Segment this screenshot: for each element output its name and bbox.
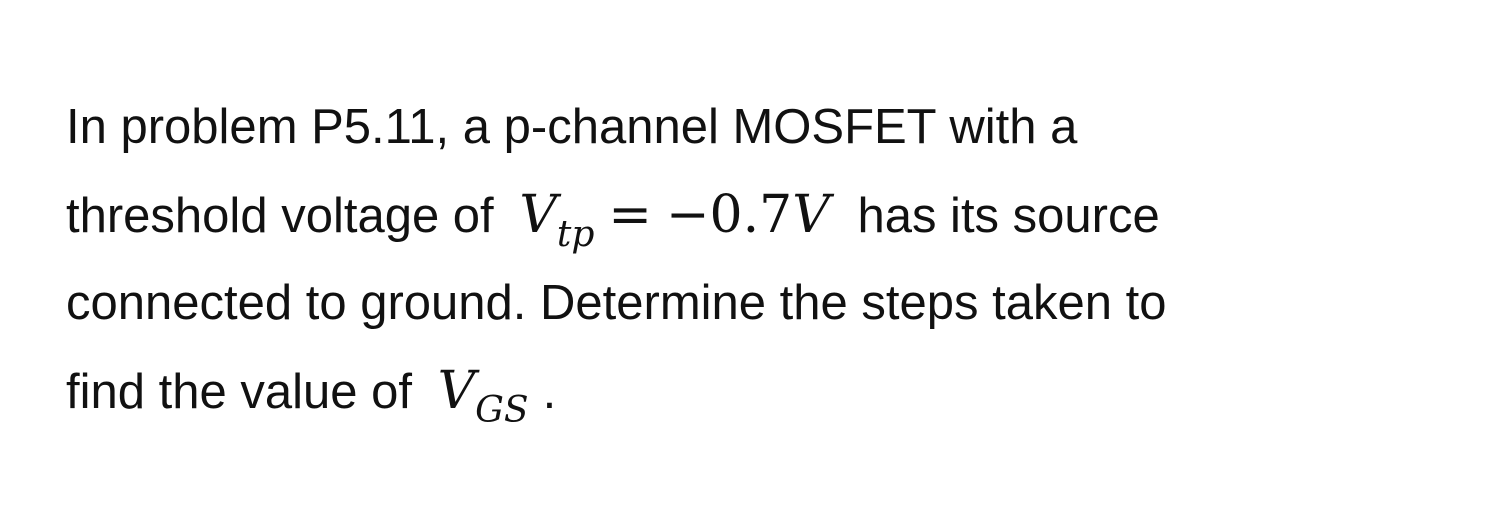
problem-text-2b: has its source [857,189,1160,243]
problem-line-2 [66,171,1446,259]
vtp-subscript: tp [556,214,595,255]
vgs-symbol: V [437,361,476,421]
problem-text-2a: threshold voltage of [66,189,494,243]
problem-text-4a: find the value of [66,365,412,419]
vtp-symbol: V [519,185,557,245]
threshold-value: −0.7 [665,185,793,245]
threshold-unit: V [792,185,830,245]
problem-line-4 [66,347,1446,435]
equals-sign: = [608,185,652,245]
vgs-subscript: GS [475,390,529,431]
problem-statement [66,83,1446,435]
threshold-voltage-equation [519,185,830,255]
problem-line-1 [66,83,1446,171]
vgs-variable [437,361,529,431]
problem-text-4b: . [542,365,557,419]
problem-text-1: In problem P5.11, a p-channel MOSFET with a [66,100,1078,154]
problem-line-3 [66,259,1446,347]
problem-text-3: connected to ground. Determine the steps taken to [66,276,1167,330]
